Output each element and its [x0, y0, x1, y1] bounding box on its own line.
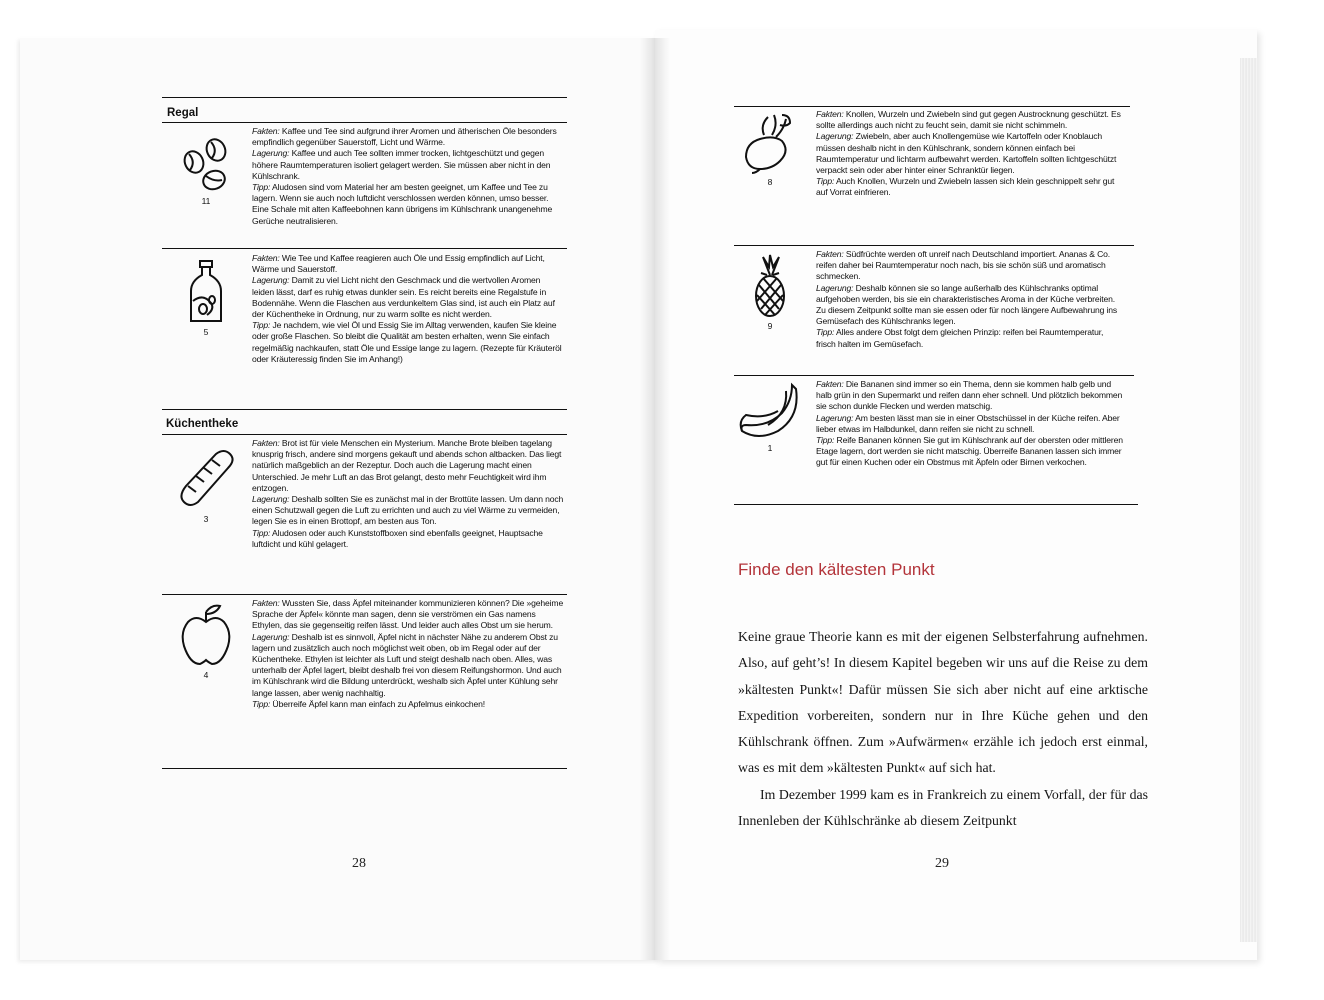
tipp-label: Tipp:: [816, 435, 835, 446]
fakten-label: Fakten:: [252, 126, 280, 136]
tipp-text: Alles andere Obst folgt dem gleichen Prinzip: reifen bei Raumtemperatur, frisch halten im Gemüsefach.: [816, 327, 1104, 349]
entry-kaffee: [170, 126, 566, 248]
entry-banane: [734, 379, 1134, 503]
entry-oel: [170, 253, 566, 405]
entry-number: 9: [767, 321, 773, 331]
pineapple-icon: [745, 253, 795, 319]
fakten-text: Südfrüchte werden oft unreif nach Deutschland importiert. Ananas & Co. reifen daher bei Raumtemperatur noch nach, bis sie schön süß und aromatisch schmecken.: [816, 249, 1111, 282]
beet-root-icon: [738, 111, 802, 175]
bottom-rule: [734, 504, 1138, 505]
paragraph: Keine graue Theorie kann es mit der eigenen Selbsterfahrung aufnehmen. Also, auf geht’s! In diesem Kapitel begeben wir uns auf die Reise zu dem »kältesten Punkt«! Dafür müssen Sie sich aber nicht auf eine arktische Expedition vorbereiten, sondern nur in Ihre Küche gehen und den Kühlschrank öffnen. Zum »Aufwärmen« erzähle ich jedoch erst einmal, was es mit dem »kältesten Punkt« auf sich hat.: [738, 629, 1148, 776]
entry-number: 8: [767, 177, 773, 187]
entry-brot: [170, 438, 566, 590]
oil-bottle-icon: [181, 259, 231, 325]
top-rule: [734, 106, 1130, 107]
lagerung-label: Lagerung:: [252, 148, 290, 159]
book-gutter: [640, 38, 670, 960]
fakten-text: Kaffee und Tee sind aufgrund ihrer Aromen und ätherischen Öle besonders empfindlich gegenüber Sauerstoff, Licht und Wärme.: [252, 126, 557, 148]
entry-number: 3: [203, 514, 209, 524]
entry-divider: [162, 248, 567, 249]
entry-number: 1: [767, 443, 773, 453]
chapter-heading: Finde den kältesten Punkt: [738, 560, 935, 579]
tipp-text: Je nachdem, wie viel Öl und Essig Sie im Alltag verwenden, kaufen Sie kleine oder große Flaschen. So bleibt die Qualität am besten erhalten, wenn Sie einfach regelmäßig nachkaufen, statt Öle und Essige lange zu lagern. (Rezepte für Kräuteröl oder Kräuteressig finden Sie im Anhang!): [252, 320, 562, 364]
lagerung-label: Lagerung:: [816, 412, 854, 423]
tipp-text: Auch Knollen, Wurzeln und Zwiebeln lassen sich klein geschnippelt sehr gut auf Vorrat einfrieren.: [816, 176, 1115, 198]
tipp-label: Tipp:: [252, 182, 271, 193]
lagerung-text: Deshalb ist es sinnvoll, Äpfel nicht in nächster Nähe zu anderem Obst zu lagern und zusätzlich auch noch möglichst weit oben, ob im Regal oder auf der Küchentheke. Ethylen ist leichter als Luft und steigt deshalb nach oben. Alles, was unterhalb der Äpfel lagert, bleibt deshalb frei von diesem Reifungshormon. Und auch im Kühlschrank wird die Bildung unterdrückt, weshalb sich Äpfel unter Kühlung sehr lange lassen, aber wenig nachhaltig.: [252, 631, 562, 698]
page-number-right: 29: [935, 856, 949, 871]
entry-knollen: [734, 109, 1134, 243]
lagerung-text: Deshalb sollten Sie es zunächst mal in der Brottüte lassen. Um dann noch einen Schutzwall gegen die Luft zu errichten und auch zu viel Wärme zu vermeiden, legen Sie es in einen Brottopf, am besten aus Ton.: [252, 494, 564, 527]
tipp-label: Tipp:: [252, 698, 271, 709]
entry-divider: [162, 594, 567, 595]
entry-divider: [734, 375, 1134, 376]
bread-icon: [176, 446, 236, 512]
entry-text: [816, 109, 1124, 199]
lagerung-text: Kaffee und auch Tee sollten immer trocken, lichtgeschützt und gegen höhere Raumtemperaturen isoliert gelagert werden. Sie müssen aber nicht in den Kühlschrank.: [252, 148, 551, 181]
tipp-label: Tipp:: [816, 176, 835, 187]
lagerung-label: Lagerung:: [816, 131, 854, 142]
coffee-beans-icon: [176, 132, 236, 194]
entry-number: 5: [203, 327, 209, 337]
tipp-text: Überreife Äpfel kann man einfach zu Apfelmus einkochen!: [270, 698, 485, 709]
entry-text: [252, 598, 564, 710]
fakten-label: Fakten:: [252, 253, 280, 263]
fakten-text: Brot ist für viele Menschen ein Mysterium. Manche Brote bleiben tagelang knusprig frisch, andere sind morgens gekauft und abends schon altbacken. Das liegt natürlich maßgeblich an der Rezeptur. Doch auch die Lagerung macht einen Unterschied. Je mehr Luft an das Brot gelangt, desto mehr Feuchtigkeit wird ihm entzogen.: [252, 438, 562, 493]
fakten-label: Fakten:: [252, 438, 280, 448]
entry-ananas: [734, 249, 1134, 373]
bottom-rule: [162, 768, 567, 769]
entry-number: 11: [201, 196, 211, 206]
top-rule: [162, 97, 567, 98]
paragraph: Im Dezember 1999 kam es in Frankreich zu einem Vorfall, der für das Innenleben der Kühlschränke ab diesem Zeitpunkt: [738, 786, 1148, 829]
lagerung-text: Damit zu viel Licht nicht den Geschmack und die wertvollen Aromen leiden lässt, darf es ruhig etwas dunkler sein. Es reicht bereits eine Regalstufe in Bodennähe. Wenn die Flaschen aus verdunkeltem Glas sind, ist auch ein Platz auf der Küchentheke in Ordnung, nur zu warm sollte es nicht werden.: [252, 275, 555, 320]
tipp-text: Reife Bananen können Sie gut im Kühlschrank auf der obersten oder mittleren Etage lagern, dort werden sie nicht matschig. Überreife Bananen lassen sich immer gut für einen Kuchen oder ein Obstmus mit Äpfeln oder Birnen verkochen.: [816, 435, 1123, 468]
body-text: [738, 624, 1148, 834]
section-rule: [162, 409, 567, 410]
entry-text: [252, 253, 564, 365]
entry-divider: [734, 245, 1134, 246]
tipp-label: Tipp:: [252, 527, 271, 538]
entry-text: [252, 438, 564, 550]
entry-apfel: [170, 598, 566, 764]
fakten-text: Die Bananen sind immer so ein Thema, denn sie kommen halb gelb und halb grün in den Supermarkt und reifen dann eher schnell. Und plötzlich bekommen sie schon dunkle Flecken und werden matschig.: [816, 379, 1123, 412]
lagerung-label: Lagerung:: [816, 282, 854, 293]
page-number-left: 28: [352, 856, 366, 871]
lagerung-label: Lagerung:: [252, 631, 290, 642]
section-rule: [162, 434, 567, 435]
lagerung-text: Deshalb können sie so lange außerhalb des Kühlschranks optimal aufgehoben werden, bis sie ein charakteristisches Aroma in der Küche verbreiten. Zu diesem Zeitpunkt sollte man sie essen oder für noch längere Aufbewahrung ins Gemüsefach des Kühlschranks legen.: [816, 282, 1118, 327]
entry-text: [816, 379, 1124, 469]
tipp-label: Tipp:: [252, 320, 271, 331]
tipp-label: Tipp:: [816, 327, 835, 338]
section-rule: [162, 122, 567, 123]
banana-icon: [734, 381, 806, 441]
lagerung-text: Am besten lässt man sie in einer Obstschüssel in der Küche reifen. Aber lieber etwas im Halbdunkel, dann reifen sie nicht zu schnell.: [816, 412, 1120, 434]
entry-number: 4: [203, 670, 209, 680]
fakten-text: Knollen, Wurzeln und Zwiebeln sind gut gegen Austrocknung geschützt. Es sollte allerdings auch nicht zu feucht sein, damit sie nicht schimmeln.: [816, 109, 1121, 131]
fakten-label: Fakten:: [816, 109, 844, 119]
lagerung-text: Zwiebeln, aber auch Knollengemüse wie Kartoffeln oder Knoblauch müssen deshalb nicht in den Kühlschrank, sondern können einfach bei Raumtemperatur und lichtarm aufbewahrt werden. Kartoffeln sollten lichtgeschützt verpackt sein oder aber hinter einer Schranktür liegen.: [816, 131, 1117, 176]
lagerung-label: Lagerung:: [252, 494, 290, 505]
tipp-text: Aludosen oder auch Kunststoffboxen sind ebenfalls geeignet, Hauptsache luftdicht und kühl gelagert.: [252, 527, 543, 549]
apple-icon: [178, 602, 234, 668]
section-label-regal: Regal: [167, 107, 199, 119]
entry-text: [816, 249, 1124, 350]
fakten-text: Wie Tee und Kaffee reagieren auch Öle und Essig empfindlich auf Licht, Wärme und Sauerstoff.: [252, 253, 545, 275]
entry-text: [252, 126, 564, 227]
tipp-text: Aludosen sind vom Material her am besten geeignet, um Kaffee und Tee zu lagern. Wenn sie auch noch luftdicht verschlossen werden können, umso besser. Eine Schale mit alten Kaffeebohnen kann übrigens im Kühlschrank unangenehme Gerüche neutralisieren.: [252, 182, 553, 226]
fakten-label: Fakten:: [816, 379, 844, 389]
lagerung-label: Lagerung:: [252, 275, 290, 286]
fakten-label: Fakten:: [252, 598, 280, 608]
fakten-text: Wussten Sie, dass Äpfel miteinander kommunizieren können? Die »geheime Sprache der Äpfel« könnte man sagen, denn sie verströmen ein Gas namens Ethylen, das sie gegenseitig reifen lässt. Und leider auch alles Obst um sie herum.: [252, 598, 564, 631]
page-edges: [1240, 58, 1258, 942]
section-label-kuechentheke: Küchentheke: [166, 418, 239, 430]
fakten-label: Fakten:: [816, 249, 844, 259]
